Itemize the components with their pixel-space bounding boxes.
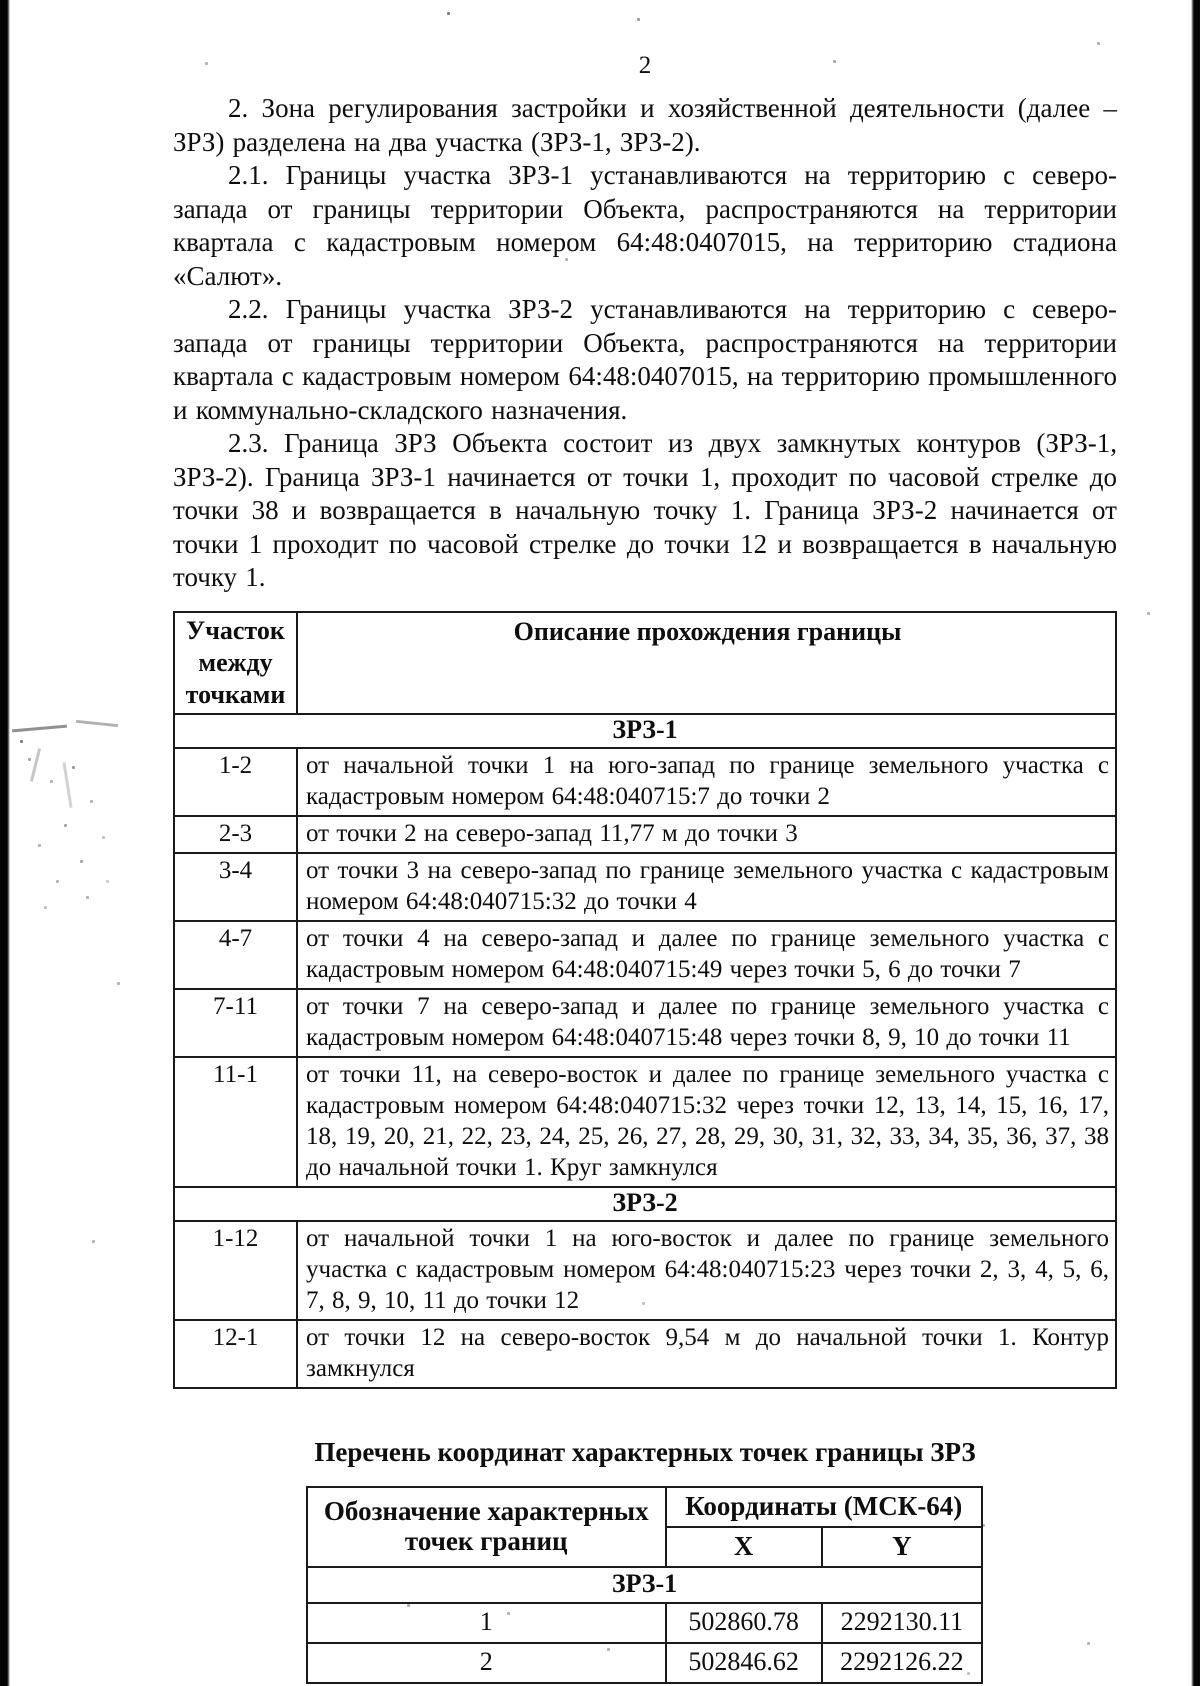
col-header-description: Описание прохождения границы [297,612,1116,714]
description-cell: от точки 4 на северо-запад и далее по границе земельного участка с кадастровым номером 64:48:040715:49 через точки 5, 6 до точки 7 [297,921,1116,989]
points-cell: 12-1 [174,1320,297,1388]
points-cell: 3-4 [174,853,297,921]
description-cell: от точки 11, на северо-восток и далее по границе земельного участка с кадастровым номером 64:48:040715:32 через точки 12, 13, 14, 15, 16, 17, 18, 19, 20, 21, 22, 23, 24, 25, 26, 27, 28, 29, 30, 31, 32, 33, 34, 35, 36, 37, 38 до начальной точки 1. Круг замкнулся [297,1057,1116,1187]
table-row [174,1320,1116,1388]
col-header-point-designation: Обозначение характерных точек границ [307,1487,666,1567]
document-content [173,0,1117,1684]
table-row [174,816,1116,853]
scan-edge-left-bar [0,0,10,1686]
x-cell: 502860.78 [666,1603,822,1643]
scan-smudge [12,725,67,733]
scan-smudge [30,748,41,782]
table-row [174,1221,1116,1320]
point-cell: 2 [307,1643,666,1683]
boundary-description-table [173,611,1117,1389]
point-cell: 1 [307,1603,666,1643]
description-cell: от точки 12 на северо-восток 9,54 м до начальной точки 1. Контур замкнулся [297,1320,1116,1388]
description-cell: от начальной точки 1 на юго-запад по границе земельного участка с кадастровым номером 64:48:040715:7 до точки 2 [297,748,1116,816]
table-row [307,1603,982,1643]
col-header-coordinates: Координаты (МСК-64) [666,1487,983,1527]
coordinates-table [306,1486,983,1684]
col-header-points: Участок между точками [174,612,297,714]
table-header-row [174,612,1116,714]
description-cell: от точки 3 на северо-запад по границе земельного участка с кадастровым номером 64:48:040715:32 до точки 4 [297,853,1116,921]
paragraph-2: 2. Зона регулирования застройки и хозяйственной деятельности (далее – ЗРЗ) разделена на два участка (ЗРЗ-1, ЗРЗ-2). [173,93,1117,157]
y-cell: 2292130.11 [822,1603,982,1643]
section-title-zrz1: ЗРЗ-1 [174,714,1116,748]
section-title-zrz2: ЗРЗ-2 [174,1187,1116,1221]
x-cell: 502846.62 [666,1643,822,1683]
points-cell: 2-3 [174,816,297,853]
scan-edge-right-bar [1191,0,1200,1686]
section-row [174,1187,1116,1221]
table-row [307,1643,982,1683]
points-cell: 7-11 [174,989,297,1057]
scan-smudge [62,762,72,808]
section-row [174,714,1116,748]
points-cell: 1-2 [174,748,297,816]
section-title-zrz1-coords: ЗРЗ-1 [307,1567,982,1603]
y-cell: 2292126.22 [822,1643,982,1683]
points-cell: 4-7 [174,921,297,989]
page-number: 2 [638,52,652,79]
body-paragraphs [173,92,1117,595]
table-row [174,748,1116,816]
table-row [174,1057,1116,1187]
paragraph-2-1: 2.1. Границы участка ЗРЗ-1 устанавливаются на территорию с северо-запада от границы территории Объекта, распространяются на территории квартала с кадастровым номером 64:48:0407015, на территорию стадиона «Салют». [173,160,1117,291]
description-cell: от начальной точки 1 на юго-восток и далее по границе земельного участка с кадастровым номером 64:48:040715:23 через точки 2, 3, 4, 5, 6, 7, 8, 9, 10, 11 до точки 12 [297,1221,1116,1320]
col-header-y: Y [822,1527,982,1567]
coordinates-heading: Перечень координат характерных точек границы ЗРЗ [314,1436,976,1467]
table-row [174,921,1116,989]
table-row [174,989,1116,1057]
paragraph-2-2: 2.2. Границы участка ЗРЗ-2 устанавливаются на территорию с северо-запада от границы территории Объекта, распространяются на территории квартала с кадастровым номером 64:48:0407015, на территорию промышленного и коммунально-складского назначения. [173,294,1117,425]
table-row [174,853,1116,921]
col-header-x: X [666,1527,822,1567]
paragraph-2-3: 2.3. Граница ЗРЗ Объекта состоит из двух замкнутых контуров (ЗРЗ-1, ЗРЗ-2). Граница ЗРЗ-1 начинается от точки 1, проходит по часовой стрелке до точки 38 и возвращается в начальную точку 1. Граница ЗРЗ-2 начинается от точки 1 проходит по часовой стрелке до точки 12 и возвращается в начальную точку 1. [173,428,1117,592]
points-cell: 1-12 [174,1221,297,1320]
scan-speckle-cluster [20,740,23,743]
section-row [307,1567,982,1603]
description-cell: от точки 7 на северо-запад и далее по границе земельного участка с кадастровым номером 64:48:040715:48 через точки 8, 9, 10 до точки 11 [297,989,1116,1057]
table-header-row [307,1487,982,1527]
points-cell: 11-1 [174,1057,297,1187]
description-cell: от точки 2 на северо-запад 11,77 м до точки 3 [297,816,1116,853]
scan-smudge [76,720,118,727]
